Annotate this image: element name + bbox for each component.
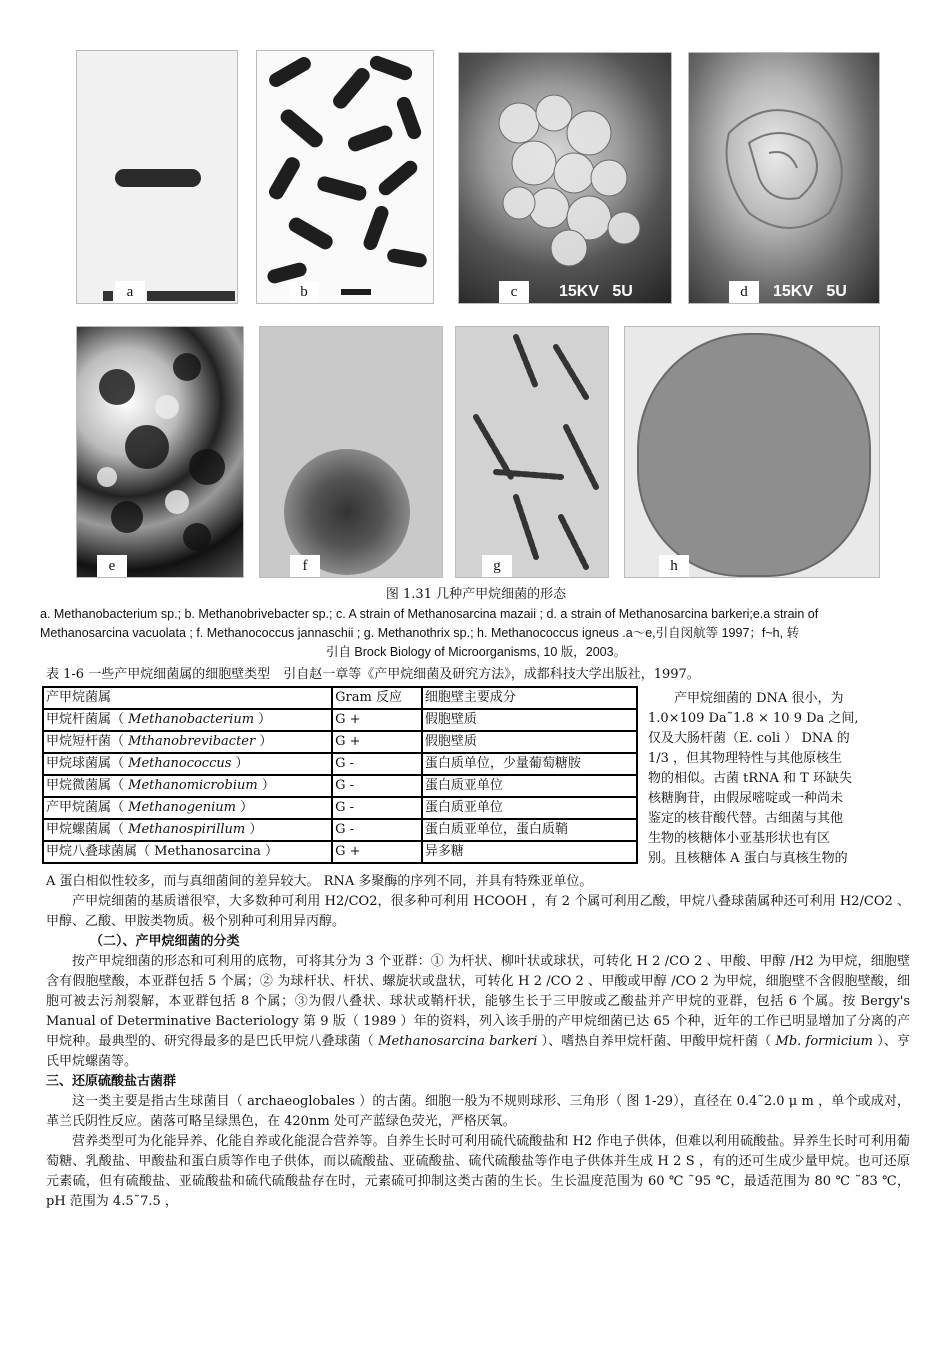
micrograph-h [624,326,880,578]
side-line: 1.0×109 Da˜1.8 × 10 9 Da 之间, [648,711,859,726]
micrograph-f [259,326,443,578]
paragraph-text: ）、亨氏甲烷螺菌等。 [46,1034,910,1069]
genus-name: 甲烷螺菌属（ [46,822,129,837]
side-line: 仅及大肠杆菌（E. coli ） DNA 的 [648,731,850,746]
side-line: 鉴定的核苷酸代替。古细菌与其他 [648,811,844,826]
micrograph-g [455,326,609,578]
genus-name: 甲烷微菌属（ [46,778,129,793]
section-heading: （二）、产甲烷细菌的分类 [90,934,240,949]
wall-component: 蛋白质单位，少量葡萄糖胺 [422,753,637,775]
paragraph: 这一类主要是指古生球菌目（ archaeoglobales ）的古菌。细胞一般为不规则球形、三角形（ 图 1-29），直径在 0.4˜2.0 μ m ，单个或成对，革兰氏阴性反应。菌落可略呈绿黑色，在 420nm 处可产蓝绿色荧光，严格厌氧。 [46,1094,910,1129]
gram-reaction: G - [332,819,422,841]
gram-reaction: G + [332,841,422,863]
paragraph: 营养类型可为化能异养、化能自养或化能混合营养等。自养生长时可利用硫代硫酸盐和 H2 作电子供体，但难以利用硫酸盐。异养生长时可利用葡萄糖、乳酸盐、甲酸盐和蛋白质等作电子供体，而以硫酸盐、亚硫酸盐、硫代硫酸盐等作电子供体并生成 H 2 S ，有的还可生成少量甲烷。也可还原元素硫，但有硫酸盐、亚硫酸盐和硫代硫酸盐存在时，元素硫可抑制这类古菌的生长。生长温度范围为 60 ℃ ˜95 ℃，最适范围为 80 ℃ ˜83 ℃，pH 范围为 4.5˜7.5 ， [46,1134,910,1209]
table-row [43,819,637,841]
body-text [46,872,910,1212]
panel-label-e: e [97,555,127,577]
genus-latin: Methanospirillum [128,822,246,837]
gram-reaction: G + [332,731,422,753]
paren: ） [231,756,249,771]
paragraph-text: ）、嗜热自养甲烷杆菌、甲酸甲烷杆菌（ [537,1034,776,1049]
scale-bar-c: 15KV 5U [559,283,633,300]
genus-latin: Methanococcus [128,756,232,771]
wall-component: 蛋白质亚单位 [422,775,637,797]
figure-caption-title: 图 1.31 几种产甲烷细菌的形态 [385,587,567,602]
panel-label-c: c [499,281,529,303]
paragraph [46,952,910,1072]
table-row [43,753,637,775]
section-heading: 三、还原硫酸盐古菌群 [46,1074,177,1089]
side-line: 产甲烷细菌的 DNA 很小，为 [674,691,844,706]
table-row [43,709,637,731]
genus-name: 甲烷八叠球菌属（ [46,844,155,859]
col-header-genus: 产甲烷菌属 [43,687,332,709]
genus-latin: Methanomicrobium [128,778,258,793]
side-line: 核糖胸苷，由假尿嘧啶或一种尚未 [648,791,844,806]
bacteria-rods-drawing [257,51,433,303]
micrograph-d [688,52,880,304]
genus-name: 甲烷球菌属（ [46,756,129,771]
panel-label-f: f [290,555,320,577]
table-row [43,841,637,863]
figure-caption-line3: 引自 Brock Biology of Microorganisms, 10 版，2003。 [325,645,627,659]
panel-label-a: a [115,281,145,303]
side-line: 物的相似。古菌 tRNA 和 T 环缺失 [648,771,852,786]
gram-reaction: G - [332,797,422,819]
gram-reaction: G - [332,775,422,797]
scale-bar-d: 15KV 5U [773,283,847,300]
side-line: 生物的核糖体小亚基形状也有区 [648,831,831,846]
table-header-row [43,687,637,709]
gram-reaction: G + [332,709,422,731]
wall-component: 异多糖 [422,841,637,863]
genus-name: 甲烷短杆菌（ [46,734,129,749]
genus-name: 甲烷杆菌属（ [46,712,129,727]
species-latin: Mb. formicium [775,1034,874,1049]
species-latin: Methanosarcina barkeri [378,1034,538,1049]
figure-caption-line2: Methanosarcina vacuolata ; f. Methanococcus jannaschii ; g. Methanothrix sp.; h. Methanococcus igneus .a～e,引自闵航等 1997；f~h, 转 [40,626,800,640]
table-row [43,797,637,819]
paren: ） [255,734,273,749]
genus-latin: Methanogenium [128,800,236,815]
genus-name: 产甲烷菌属（ [46,800,129,815]
col-header-gram: Gram 反应 [332,687,422,709]
panel-label-h: h [659,555,689,577]
cell-cluster-drawing [459,53,671,303]
paragraph: A 蛋白相似性较多，而与真细菌间的差异较大。 RNA 多聚酶的序列不同，并具有特殊亚单位。 [46,874,593,889]
micrograph-e [76,326,244,578]
gram-reaction: G - [332,753,422,775]
micrograph-b [256,50,434,304]
paren: ） [257,778,275,793]
wall-component: 蛋白质亚单位 [422,797,637,819]
paren: ） [260,844,279,859]
paren: ） [254,712,272,727]
genus-latin: Methanobacterium [128,712,255,727]
genus-latin: Mthanobrevibacter [128,734,256,749]
vacuolated-cells-drawing [77,327,243,577]
micrograph-c [458,52,672,304]
filament-chains-drawing [456,327,608,577]
figure-caption-line1: a. Methanobacterium sp.; b. Methanobrivebacter sp.; c. A strain of Methanosarcina mazaii ; d. a strain of Methanosarcina barkeri;e.a strain of [40,607,819,621]
table-row [43,731,637,753]
col-header-wall: 细胞壁主要成分 [422,687,637,709]
paren: ） [235,800,254,815]
paren: ） [245,822,263,837]
table-row [43,775,637,797]
wall-component: 假胞壁质 [422,709,637,731]
panel-label-d: d [729,281,759,303]
side-line: 别。且核糖体 A 蛋白与真核生物的 [648,851,848,866]
side-text [648,689,912,869]
wall-component: 假胞壁质 [422,731,637,753]
cell-wall-table [42,686,638,864]
micrograph-a [76,50,238,304]
paragraph: 产甲烷细菌的基质谱很窄，大多数种可利用 H2/CO2，很多种可利用 HCOOH ，有 2 个属可利用乙酸，甲烷八叠球菌属种还可利用 H2/CO2 、甲醇、乙酸、甲胺类物质。极个别种可利用异丙醇。 [46,894,910,929]
panel-label-g: g [482,555,512,577]
paragraph-text: 按产甲烷细菌的形态和可利用的底物，可将其分为 3 个亚群：① 为杆状、柳叶状或球状，可转化 H 2 /CO 2 、甲酸、甲醇 /H2 为甲烷，细胞壁含有假胞壁酸，本亚群包括 5 个属；② 为球杆状、杆状、螺旋状或盘状，可转化 H 2 /CO 2 、甲酸或甲醇 /CO 2 为甲烷，细胞壁不含假胞壁酸，细胞可被去污剂裂解，本亚群包括 8 个属；③为假八叠状、球状或鞘杆状，能够生长于三甲胺或乙酸盐并产甲烷的亚群，包括 6 个属。按 Bergy's Manual of Determinative Bacteriology 第 9 版（ 1989 ）年的资料，列入该手册的产甲烷细菌已达 65 个种，近年的工作已明显增加了分离的产甲烷种。最典型的、研究得最多的是巴氏甲烷八叠球菌（ [46,954,910,1049]
panel-label-b: b [289,281,319,303]
table-title: 表 1-6 一些产甲烷细菌属的细胞壁类型 引自赵一章等《产甲烷细菌及研究方法》，成都科技大学出版社，1997。 [46,667,700,682]
side-line: 1/3 ，但其物理特性与其他原核生 [648,751,843,766]
genus-latin: Methanosarcina [154,844,261,859]
wall-component: 蛋白质亚单位，蛋白质鞘 [422,819,637,841]
cell-surface-drawing [689,53,879,303]
